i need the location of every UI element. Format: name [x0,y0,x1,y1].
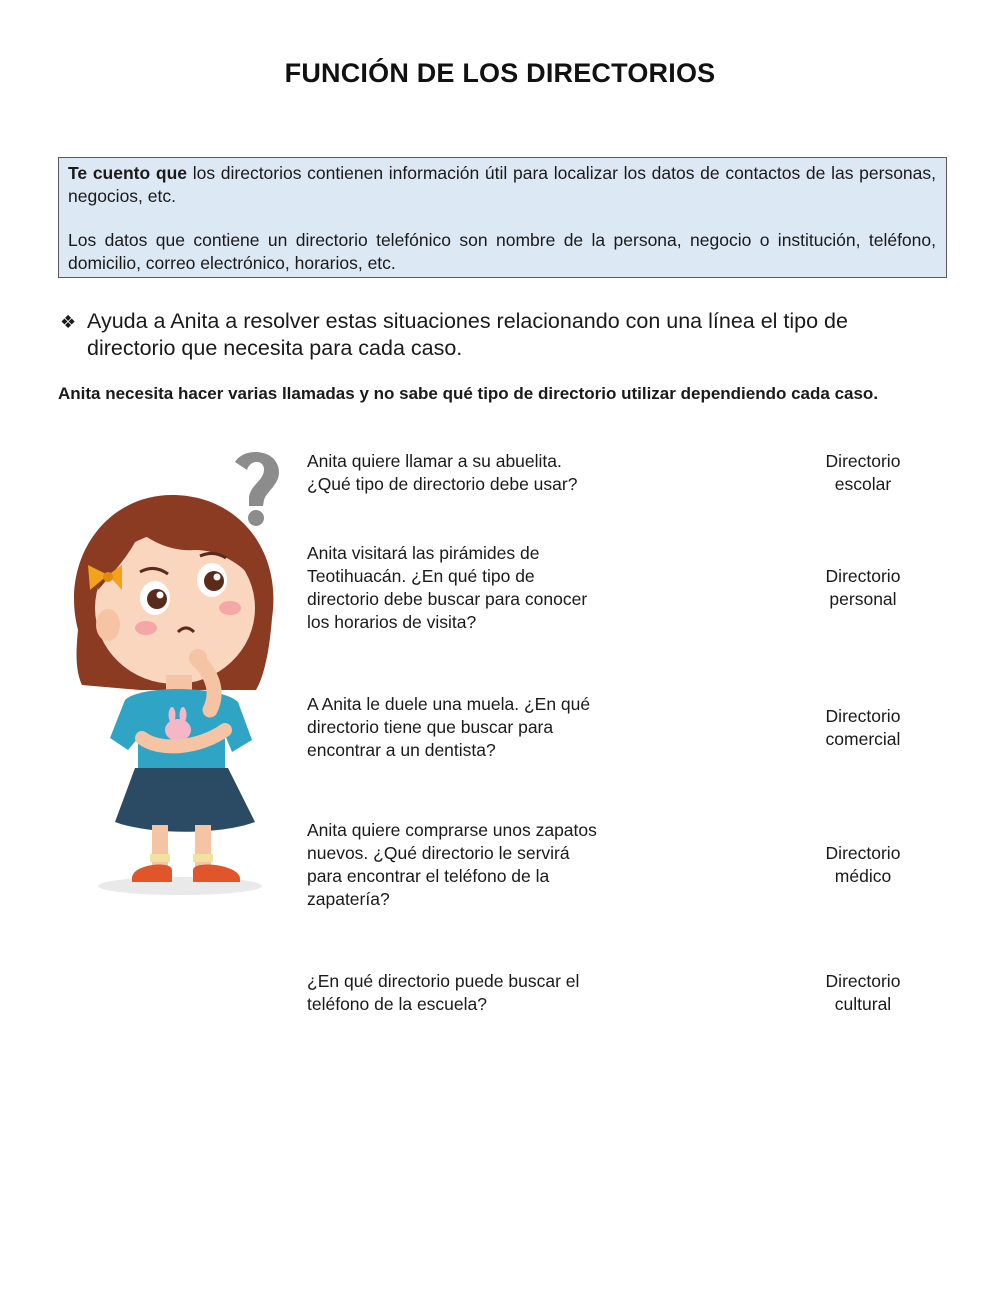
question-5 [307,970,647,1016]
question-2-line: Teotihuacán. ¿En qué tipo de [307,566,535,586]
info-paragraph-2: Los datos que contiene un directorio telefónico son nombre de la persona, negocio o institución, teléfono, domicilio, correo electrónico, horarios, etc. [68,230,936,273]
question-mark-icon [235,452,279,526]
question-2 [307,542,647,634]
question-1-line: Anita quiere llamar a su abuelita. [307,451,562,471]
option-line: Directorio [825,706,901,726]
option-line: Directorio [825,843,901,863]
option-line: cultural [834,994,892,1014]
option-directorio-comercial[interactable] [800,705,926,751]
question-3 [307,693,647,762]
question-4-line: Anita quiere comprarse unos zapatos [307,820,597,840]
question-4-line: nuevos. ¿Qué directorio le servirá [307,843,570,863]
option-line: escolar [834,474,892,494]
info-paragraph-1-text: los directorios contienen información útil para localizar los datos de contactos de las personas, negocios, etc. [68,163,937,206]
option-line: Directorio [825,971,901,991]
subtitle: Anita necesita hacer varias llamadas y no sabe qué tipo de directorio utilizar dependiendo cada caso. [58,384,879,403]
question-1-line: ¿Qué tipo de directorio debe usar? [307,474,578,494]
option-directorio-personal[interactable] [800,565,926,611]
option-line: médico [834,866,892,886]
question-3-line: A Anita le duele una muela. ¿En qué [307,694,591,714]
question-5-line: ¿En qué directorio puede buscar el [307,971,580,991]
option-directorio-cultural[interactable] [800,970,926,1016]
question-2-line: directorio debe buscar para conocer [307,589,588,609]
question-3-line: encontrar a un dentista? [307,740,496,760]
question-4-line: zapatería? [307,889,390,909]
option-line: personal [829,589,897,609]
question-1 [307,450,647,496]
question-3-line: directorio tiene que buscar para [307,717,554,737]
question-2-line: los horarios de visita? [307,612,477,632]
info-lead: Te cuento que [68,163,187,183]
option-line: Directorio [825,451,901,471]
info-box [58,157,947,278]
diamond-bullet-icon: ❖ [60,312,77,332]
option-line: Directorio [825,566,901,586]
page-title: FUNCIÓN DE LOS DIRECTORIOS [284,58,716,88]
info-paragraph-1 [68,162,936,208]
question-5-line: teléfono de la escuela? [307,994,487,1014]
option-line: comercial [825,729,901,749]
girl-thinking-illustration [60,440,285,905]
question-4-line: para encontrar el teléfono de la [307,866,550,886]
option-directorio-escolar[interactable] [800,450,926,496]
instruction [58,308,938,362]
option-directorio-medico[interactable] [800,842,926,888]
instruction-text: Ayuda a Anita a resolver estas situaciones relacionando con una línea el tipo de directorio que necesita para cada caso. [87,309,848,360]
question-4 [307,819,647,911]
question-2-line: Anita visitará las pirámides de [307,543,540,563]
